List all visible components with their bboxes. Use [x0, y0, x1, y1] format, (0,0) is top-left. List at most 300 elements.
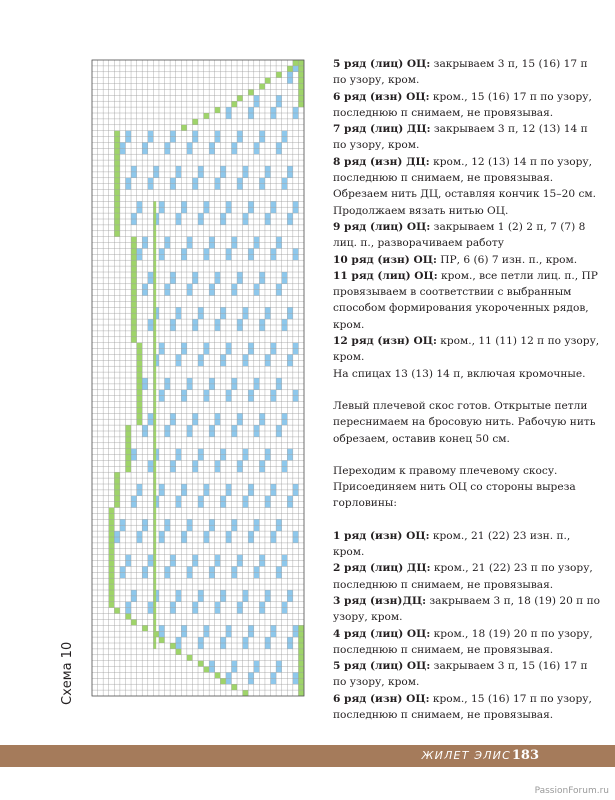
chart-pattern-cell: [142, 284, 148, 290]
chart-edge-cell: [137, 390, 143, 396]
chart-pattern-cell: [192, 413, 198, 419]
chart-edge-cell: [131, 272, 137, 278]
chart-pattern-cell: [265, 590, 271, 596]
chart-pattern-cell: [259, 325, 265, 331]
chart-edge-cell: [114, 207, 120, 213]
chart-pattern-cell: [215, 278, 221, 284]
chart-pattern-cell: [165, 425, 171, 431]
chart-pattern-cell: [271, 531, 277, 537]
chart-pattern-cell: [293, 631, 299, 637]
chart-pattern-cell: [287, 313, 293, 319]
chart-band-cell: [153, 602, 156, 608]
chart-edge-cell: [142, 625, 148, 631]
chart-pattern-cell: [265, 166, 271, 172]
chart-edge-cell: [131, 284, 137, 290]
chart-pattern-cell: [176, 166, 182, 172]
chart-pattern-cell: [282, 137, 288, 143]
chart-edge-cell: [125, 425, 131, 431]
chart-edge-cell: [298, 66, 304, 72]
chart-pattern-cell: [237, 131, 243, 137]
chart-pattern-cell: [198, 360, 204, 366]
chart-pattern-cell: [265, 313, 271, 319]
chart-edge-cell: [109, 561, 115, 567]
chart-pattern-cell: [220, 637, 226, 643]
chart-pattern-cell: [265, 455, 271, 461]
chart-band-cell: [153, 596, 156, 602]
chart-pattern-cell: [265, 354, 271, 360]
chart-band-cell: [153, 531, 156, 537]
chart-pattern-cell: [231, 667, 237, 673]
chart-edge-cell: [114, 225, 120, 231]
chart-edge-cell: [109, 525, 115, 531]
row-heading: 2 ряд (лиц) ДЦ:: [333, 562, 431, 575]
row-instruction: Обрезаем нить ДЦ, оставляя кончик 15–20 см. Продолжаем вязать нитью ОЦ.: [333, 188, 596, 217]
chart-pattern-cell: [198, 643, 204, 649]
chart-edge-cell: [109, 543, 115, 549]
chart-pattern-cell: [254, 243, 260, 249]
row-instruction: кром., 11 (11) 12 п по узору, кром.: [333, 335, 600, 364]
chart-pattern-cell: [237, 184, 243, 190]
chart-pattern-cell: [226, 531, 232, 537]
chart-pattern-cell: [287, 496, 293, 502]
chart-pattern-cell: [209, 237, 215, 243]
chart-pattern-cell: [159, 484, 165, 490]
chart-pattern-cell: [243, 313, 249, 319]
chart-pattern-cell: [192, 178, 198, 184]
chart-pattern-cell: [215, 131, 221, 137]
chart-pattern-cell: [187, 431, 193, 437]
chart-pattern-cell: [226, 113, 232, 119]
chart-edge-cell: [109, 578, 115, 584]
chart-pattern-cell: [259, 460, 265, 466]
chart-pattern-cell: [243, 360, 249, 366]
chart-pattern-cell: [170, 137, 176, 143]
chart-edge-cell: [298, 60, 304, 66]
chart-band-cell: [153, 561, 156, 567]
chart-label: Схема 10: [60, 641, 75, 705]
chart-pattern-cell: [204, 390, 210, 396]
chart-band-cell: [153, 402, 156, 408]
chart-pattern-cell: [137, 484, 143, 490]
chart-pattern-cell: [231, 384, 237, 390]
row-instruction: ПР, 6 (6) 7 изн. п., кром.: [436, 253, 578, 266]
chart-pattern-cell: [226, 672, 232, 678]
chart-pattern-cell: [254, 378, 260, 384]
chart-pattern-cell: [209, 378, 215, 384]
chart-pattern-cell: [254, 290, 260, 296]
chart-edge-cell: [298, 661, 304, 667]
chart-pattern-cell: [282, 131, 288, 137]
chart-pattern-cell: [293, 113, 299, 119]
chart-pattern-cell: [165, 378, 171, 384]
chart-edge-cell: [287, 66, 293, 72]
chart-pattern-cell: [293, 201, 299, 207]
chart-pattern-cell: [170, 178, 176, 184]
chart-pattern-cell: [198, 502, 204, 508]
chart-band-cell: [153, 519, 156, 525]
chart-pattern-cell: [293, 490, 299, 496]
chart-band-cell: [153, 278, 156, 284]
chart-pattern-cell: [271, 343, 277, 349]
chart-pattern-cell: [231, 661, 237, 667]
chart-pattern-cell: [192, 419, 198, 425]
chart-pattern-cell: [198, 313, 204, 319]
chart-pattern-cell: [181, 537, 187, 543]
chart-pattern-cell: [142, 566, 148, 572]
chart-pattern-cell: [176, 172, 182, 178]
chart-edge-cell: [131, 307, 137, 313]
row-instruction: Левый плечевой скос готов. Открытые петли переснимаем на бросовую нить. Рабочую нить обрезаем, оставив конец 50 см.: [333, 399, 596, 445]
chart-pattern-cell: [114, 537, 120, 543]
chart-band-cell: [153, 549, 156, 555]
chart-pattern-cell: [209, 142, 215, 148]
row-heading: 5 ряд (лиц) ОЦ:: [333, 660, 431, 673]
chart-pattern-cell: [226, 343, 232, 349]
chart-pattern-cell: [220, 496, 226, 502]
chart-pattern-cell: [181, 396, 187, 402]
chart-pattern-cell: [265, 496, 271, 502]
chart-edge-cell: [131, 266, 137, 272]
chart-pattern-cell: [142, 243, 148, 249]
chart-pattern-cell: [198, 449, 204, 455]
chart-pattern-cell: [243, 449, 249, 455]
chart-pattern-cell: [231, 237, 237, 243]
chart-pattern-cell: [192, 325, 198, 331]
chart-pattern-cell: [198, 213, 204, 219]
chart-edge-cell: [137, 413, 143, 419]
row-heading: 11 ряд (лиц) ОЦ:: [333, 269, 438, 282]
chart-pattern-cell: [176, 307, 182, 313]
chart-edge-cell: [298, 84, 304, 90]
chart-pattern-cell: [209, 148, 215, 154]
chart-pattern-cell: [165, 148, 171, 154]
chart-pattern-cell: [282, 608, 288, 614]
chart-pattern-cell: [231, 566, 237, 572]
chart-pattern-cell: [243, 166, 249, 172]
chart-band-cell: [153, 413, 156, 419]
chart-pattern-cell: [125, 608, 131, 614]
chart-pattern-cell: [159, 343, 165, 349]
chart-pattern-cell: [248, 678, 254, 684]
chart-pattern-cell: [220, 313, 226, 319]
chart-pattern-cell: [125, 555, 131, 561]
chart-pattern-cell: [170, 413, 176, 419]
chart-pattern-cell: [120, 566, 126, 572]
chart-pattern-cell: [209, 290, 215, 296]
chart-pattern-cell: [243, 590, 249, 596]
chart-band-cell: [153, 584, 156, 590]
chart-pattern-cell: [209, 284, 215, 290]
chart-edge-cell: [248, 89, 254, 95]
chart-pattern-cell: [170, 419, 176, 425]
chart-pattern-cell: [159, 531, 165, 537]
footer-title: ЖИЛЕТ ЭЛИС: [421, 749, 511, 762]
chart-pattern-cell: [231, 525, 237, 531]
chart-pattern-cell: [192, 137, 198, 143]
chart-pattern-cell: [137, 207, 143, 213]
chart-pattern-cell: [226, 678, 232, 684]
chart-pattern-cell: [265, 172, 271, 178]
chart-pattern-cell: [170, 466, 176, 472]
chart-band-cell: [153, 343, 156, 349]
chart-edge-cell: [298, 649, 304, 655]
paragraph-gap: [333, 447, 601, 463]
chart-pattern-cell: [215, 466, 221, 472]
chart-pattern-cell: [137, 201, 143, 207]
row-instruction: На спицах 13 (13) 14 п, включая кромочные.: [333, 367, 586, 380]
chart-pattern-cell: [192, 602, 198, 608]
chart-edge-cell: [298, 101, 304, 107]
chart-pattern-cell: [176, 643, 182, 649]
row-heading: 8 ряд (изн) ДЦ:: [333, 155, 430, 168]
chart-edge-cell: [293, 60, 299, 66]
chart-band-cell: [153, 525, 156, 531]
chart-edge-cell: [137, 360, 143, 366]
chart-pattern-cell: [125, 602, 131, 608]
chart-band-cell: [153, 272, 156, 278]
chart-pattern-cell: [248, 107, 254, 113]
chart-pattern-cell: [287, 78, 293, 84]
chart-pattern-cell: [248, 531, 254, 537]
chart-pattern-cell: [259, 419, 265, 425]
chart-band-cell: [153, 201, 156, 207]
chart-pattern-cell: [209, 384, 215, 390]
chart-pattern-cell: [243, 219, 249, 225]
chart-pattern-cell: [148, 419, 154, 425]
chart-pattern-cell: [215, 602, 221, 608]
chart-band-cell: [153, 366, 156, 372]
chart-pattern-cell: [276, 243, 282, 249]
chart-pattern-cell: [148, 413, 154, 419]
chart-pattern-cell: [187, 378, 193, 384]
chart-edge-cell: [114, 213, 120, 219]
chart-band-cell: [153, 566, 156, 572]
chart-edge-cell: [298, 667, 304, 673]
chart-pattern-cell: [142, 525, 148, 531]
chart-pattern-cell: [231, 378, 237, 384]
chart-edge-cell: [137, 366, 143, 372]
chart-band-cell: [153, 219, 156, 225]
chart-pattern-cell: [276, 384, 282, 390]
chart-pattern-cell: [254, 667, 260, 673]
instruction-paragraph: [333, 366, 601, 382]
chart-pattern-cell: [237, 602, 243, 608]
chart-band-cell: [153, 460, 156, 466]
chart-band-cell: [153, 354, 156, 360]
chart-pattern-cell: [271, 490, 277, 496]
chart-pattern-cell: [120, 142, 126, 148]
chart-edge-cell: [298, 637, 304, 643]
chart-edge-cell: [298, 78, 304, 84]
chart-pattern-cell: [181, 631, 187, 637]
chart-pattern-cell: [209, 525, 215, 531]
chart-pattern-cell: [181, 531, 187, 537]
chart-band-cell: [153, 619, 156, 625]
chart-pattern-cell: [248, 248, 254, 254]
chart-pattern-cell: [204, 396, 210, 402]
chart-pattern-cell: [293, 254, 299, 260]
chart-band-cell: [153, 372, 156, 378]
chart-pattern-cell: [237, 272, 243, 278]
chart-pattern-cell: [142, 519, 148, 525]
chart-pattern-cell: [170, 184, 176, 190]
chart-pattern-cell: [170, 555, 176, 561]
chart-band-cell: [153, 502, 156, 508]
chart-pattern-cell: [176, 313, 182, 319]
chart-pattern-cell: [198, 455, 204, 461]
chart-pattern-cell: [220, 502, 226, 508]
chart-pattern-cell: [192, 131, 198, 137]
chart-band-cell: [153, 590, 156, 596]
chart-band-cell: [153, 284, 156, 290]
chart-pattern-cell: [231, 519, 237, 525]
chart-pattern-cell: [243, 172, 249, 178]
chart-pattern-cell: [254, 142, 260, 148]
chart-band-cell: [153, 213, 156, 219]
chart-pattern-cell: [187, 425, 193, 431]
chart-pattern-cell: [259, 555, 265, 561]
chart-pattern-cell: [209, 572, 215, 578]
chart-pattern-cell: [254, 525, 260, 531]
chart-pattern-cell: [198, 172, 204, 178]
instruction-paragraph: [333, 89, 601, 122]
chart-pattern-cell: [265, 307, 271, 313]
chart-pattern-cell: [237, 178, 243, 184]
chart-pattern-cell: [226, 207, 232, 213]
paragraph-gap: [333, 382, 601, 398]
chart-pattern-cell: [181, 390, 187, 396]
chart-pattern-cell: [276, 572, 282, 578]
chart-pattern-cell: [209, 519, 215, 525]
chart-edge-cell: [125, 437, 131, 443]
chart-edge-cell: [237, 95, 243, 101]
instruction-paragraph: [333, 593, 601, 626]
chart-edge-cell: [109, 508, 115, 514]
chart-band-cell: [153, 243, 156, 249]
chart-pattern-cell: [181, 349, 187, 355]
chart-pattern-cell: [293, 531, 299, 537]
chart-pattern-cell: [148, 278, 154, 284]
chart-pattern-cell: [204, 248, 210, 254]
row-instruction: кром., 15 (16) 17 п по узору, последнюю п снимаем, не провязывая.: [333, 692, 592, 721]
row-instruction: кром., все петли лиц. п., ПР провязываем в соответствии с выбранным способом формирования укороченных рядов, кром.: [333, 269, 598, 331]
chart-pattern-cell: [192, 608, 198, 614]
chart-pattern-cell: [254, 384, 260, 390]
chart-band-cell: [153, 478, 156, 484]
chart-edge-cell: [114, 219, 120, 225]
chart-pattern-cell: [254, 148, 260, 154]
chart-edge-cell: [187, 655, 193, 661]
chart-band-cell: [153, 614, 156, 620]
chart-pattern-cell: [276, 378, 282, 384]
chart-pattern-cell: [237, 325, 243, 331]
chart-pattern-cell: [282, 561, 288, 567]
chart-pattern-cell: [293, 343, 299, 349]
chart-pattern-cell: [209, 243, 215, 249]
chart-pattern-cell: [131, 596, 137, 602]
chart-edge-cell: [131, 290, 137, 296]
chart-band-cell: [153, 237, 156, 243]
chart-pattern-cell: [176, 213, 182, 219]
chart-pattern-cell: [293, 678, 299, 684]
chart-pattern-cell: [131, 213, 137, 219]
chart-edge-cell: [114, 231, 120, 237]
chart-pattern-cell: [293, 66, 299, 72]
chart-edge-cell: [131, 260, 137, 266]
chart-pattern-cell: [137, 248, 143, 254]
chart-edge-cell: [259, 84, 265, 90]
instructions-text: [333, 56, 601, 723]
chart-band-cell: [153, 513, 156, 519]
chart-pattern-cell: [237, 561, 243, 567]
chart-edge-cell: [109, 602, 115, 608]
chart-pattern-cell: [276, 284, 282, 290]
chart-pattern-cell: [131, 172, 137, 178]
chart-pattern-cell: [220, 354, 226, 360]
chart-edge-cell: [231, 684, 237, 690]
instruction-paragraph: [333, 691, 601, 724]
chart-pattern-cell: [215, 325, 221, 331]
row-instruction: кром., 21 (22) 23 изн. п., кром.: [333, 529, 571, 559]
chart-edge-cell: [215, 107, 221, 113]
chart-pattern-cell: [259, 178, 265, 184]
chart-edge-cell: [114, 148, 120, 154]
chart-band-cell: [153, 578, 156, 584]
chart-pattern-cell: [176, 496, 182, 502]
chart-edge-cell: [181, 125, 187, 131]
chart-pattern-cell: [215, 608, 221, 614]
chart-pattern-cell: [220, 219, 226, 225]
chart-band-cell: [153, 484, 156, 490]
chart-pattern-cell: [287, 219, 293, 225]
chart-pattern-cell: [198, 166, 204, 172]
chart-pattern-cell: [287, 172, 293, 178]
chart-pattern-cell: [187, 525, 193, 531]
chart-pattern-cell: [226, 248, 232, 254]
chart-edge-cell: [176, 649, 182, 655]
chart-edge-cell: [137, 407, 143, 413]
chart-pattern-cell: [271, 484, 277, 490]
chart-pattern-cell: [181, 248, 187, 254]
chart-pattern-cell: [243, 213, 249, 219]
chart-pattern-cell: [142, 142, 148, 148]
chart-pattern-cell: [125, 184, 131, 190]
chart-pattern-cell: [187, 384, 193, 390]
chart-pattern-cell: [187, 148, 193, 154]
chart-pattern-cell: [271, 631, 277, 637]
chart-pattern-cell: [159, 254, 165, 260]
paragraph-gap: [333, 512, 601, 528]
chart-pattern-cell: [282, 272, 288, 278]
row-instruction: закрываем 3 п, 12 (13) 14 п по узору, кром.: [333, 123, 588, 152]
chart-band-cell: [153, 466, 156, 472]
chart-pattern-cell: [271, 107, 277, 113]
chart-band-cell: [153, 608, 156, 614]
chart-edge-cell: [298, 655, 304, 661]
chart-pattern-cell: [271, 349, 277, 355]
chart-pattern-cell: [248, 396, 254, 402]
row-heading: 4 ряд (лиц) ОЦ:: [333, 627, 431, 640]
chart-pattern-cell: [215, 460, 221, 466]
chart-edge-cell: [114, 201, 120, 207]
chart-band-cell: [153, 425, 156, 431]
chart-pattern-cell: [220, 590, 226, 596]
chart-pattern-cell: [204, 537, 210, 543]
chart-pattern-cell: [209, 431, 215, 437]
chart-pattern-cell: [231, 284, 237, 290]
chart-pattern-cell: [204, 484, 210, 490]
chart-pattern-cell: [165, 572, 171, 578]
